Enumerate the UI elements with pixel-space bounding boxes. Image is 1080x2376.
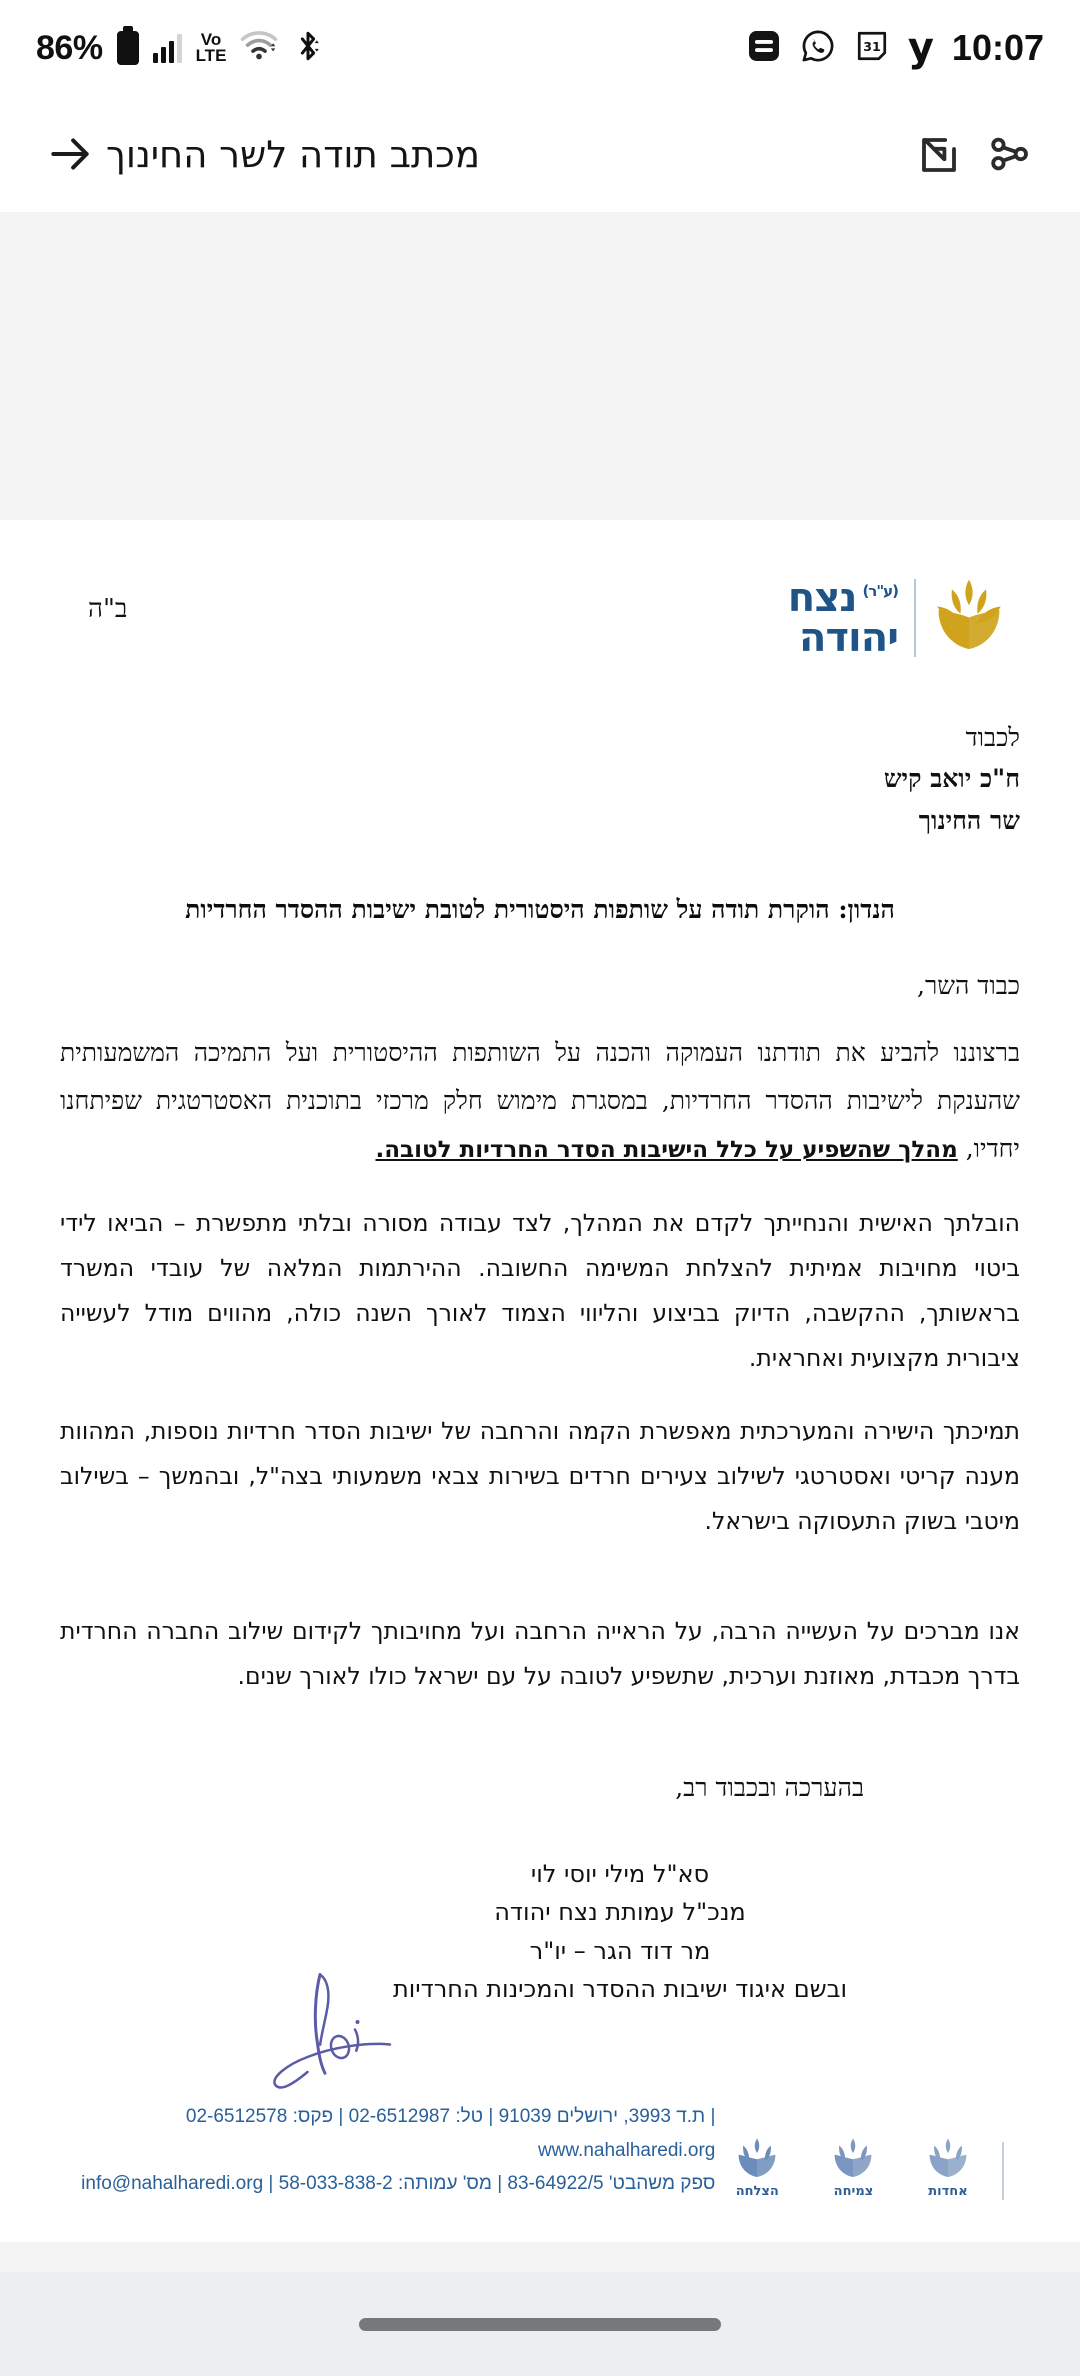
logo-text: [787, 574, 898, 661]
paragraph-2: הובלתך האישית והנחייתך לקדם את המהלך, לצד עבודה מסורה ובלתי מתפשרת – הביאו לידי ביטוי מחויבות אמיתית להצלחת המשימה החשובה. ההירתמות המלאה של עובדי המשרד בראשותך, ההקשבה, הדיוק בביצוע והליווי הצמוד לאורך השנה כולה, מהווים מודל לעשייה ציבורית מקצועית ואחראית.: [60, 1208, 1020, 1373]
paragraph-4: אנו מברכים על העשייה הרבה, על הראייה הרחבה ועל מחויבותך לקידום שילוב החברה החרדית בדרך מכבדת, מאוזנת וערכית, שתשפיע לטובה על עם ישראל כולו לאורך שנים.: [60, 1616, 1020, 1690]
bh-label: ב"ה: [88, 594, 128, 624]
signer-name: סא"ל מילי יוסי לוי: [530, 1859, 710, 1888]
salutation: כבוד השר,: [917, 970, 1020, 1000]
logo-divider: [914, 579, 916, 657]
addressee-block: [60, 717, 1020, 841]
battery-percent-label: 86%: [36, 28, 103, 67]
letter-page: [0, 520, 1080, 2242]
open-in-new-icon[interactable]: [902, 118, 974, 190]
addressee-role: שר החינוך: [918, 805, 1020, 835]
logo-line2: יהודה: [799, 614, 898, 661]
system-nav-bar: [0, 2272, 1080, 2376]
paragraph-3: תמיכתך הישירה והמערכתית מאפשרת הקמה והרחבה של ישיבות הסדר חרדיות נוספות, המהוות מענה קריטי ואסטרטגי לשילוב צעירים חרדים בשירות צבאי משמעותי בצה"ל, ובהמשך – בשילוב מיטבי בשוק התעסוקה בישראל.: [60, 1417, 1020, 1536]
value-item-tzmicha: [813, 2137, 894, 2200]
yango-icon: y: [907, 25, 934, 71]
arrow-back-icon[interactable]: [34, 118, 106, 190]
volte-icon: Vo LTE: [195, 29, 227, 65]
letter-footer: [60, 2100, 1020, 2242]
status-bar: [0, 0, 1080, 96]
svg-text:31: 31: [863, 38, 881, 54]
subject-line: הנדון: הוקרת תודה על שותפות היסטורית לטובת ישיבות ההסדר החרדיות: [185, 894, 895, 924]
footer-line-1: ת.ד 3993, ירושלים 91039 | טל: 02-6512987 | פקס: 02-6512578 | www.nahalharedi.org: [185, 2106, 716, 2161]
addressee-prefix: לכבוד: [965, 723, 1020, 752]
battery-icon: [117, 31, 139, 65]
app-bar: [0, 96, 1080, 212]
value-item-achdut: [908, 2137, 988, 2200]
status-bar-left: [36, 29, 324, 68]
home-gesture-pill[interactable]: [359, 2318, 721, 2331]
handwritten-signature: [270, 1952, 420, 2106]
whatsapp-icon: [800, 28, 836, 69]
wifi-icon: [240, 31, 278, 66]
signer-title: מנכ"ל עמותת נצח יהודה: [494, 1898, 746, 1927]
notes-icon: [746, 28, 782, 69]
logo-amuta-label: (ע"ר): [862, 582, 898, 601]
logo-line1: $^{(ע"ר)}$נצח: [787, 574, 898, 621]
letterhead: [60, 576, 1020, 659]
status-bar-right: [746, 27, 1044, 69]
value-item-hatzlacha: [715, 2137, 799, 2200]
paragraph-1-text: ברצוננו להביע את תודתנו העמוקה והכנה על השותפות ההיסטורית ועל התמיכה המשמעותית שהענקת לישיבות ההסדר החרדיות, במסגרת מימוש חלק מרכזי בתוכנית האסטרטגית שפיתחנו יחדיו,: [60, 1037, 1020, 1163]
addressee-name: ח"כ יואב קיש: [883, 764, 1020, 794]
clock-label: 10:07: [951, 27, 1044, 68]
document-scroll-area[interactable]: [0, 212, 1080, 2272]
paragraph-1: [60, 1029, 1020, 1173]
value-label-hatzlacha: הצלחה: [735, 2184, 779, 2200]
paragraph-1-emphasis: מהלך שהשפיע על כלל הישיבות הסדר החרדיות לטובה.: [375, 1136, 958, 1163]
footer-divider: [1002, 2142, 1004, 2200]
organization-logo: [788, 576, 1006, 659]
signal-bars-icon: [153, 33, 182, 63]
cosigner-name: מר דוד הגר – יו"ר: [529, 1936, 711, 1965]
footer-values: [715, 2137, 1014, 2200]
share-icon[interactable]: [974, 118, 1046, 190]
page-title: מכתב תודה לשר החינוך: [106, 132, 480, 176]
footer-contact: [66, 2100, 715, 2200]
value-label-achdut: אחדות: [928, 2184, 968, 2200]
lotus-wheat-emblem-icon: [932, 576, 1006, 659]
footer-line-2: info@nahalharedi.org | ספק משהבט' 83-64922/5 | מס' עמותה: 58-033-838-2: [81, 2172, 716, 2194]
value-label-tzmicha: צמיחה: [833, 2184, 874, 2200]
bluetooth-icon: [292, 29, 324, 68]
closing-line: בהערכה ובכבוד רב,: [675, 1772, 864, 1802]
letter-body: [60, 717, 1020, 2008]
cosigner-org: ובשם איגוד ישיבות ההסדר והמכינות החרדיות: [392, 1974, 848, 2003]
signature-block: [60, 1855, 1020, 2009]
calendar-31-icon: [854, 28, 890, 69]
